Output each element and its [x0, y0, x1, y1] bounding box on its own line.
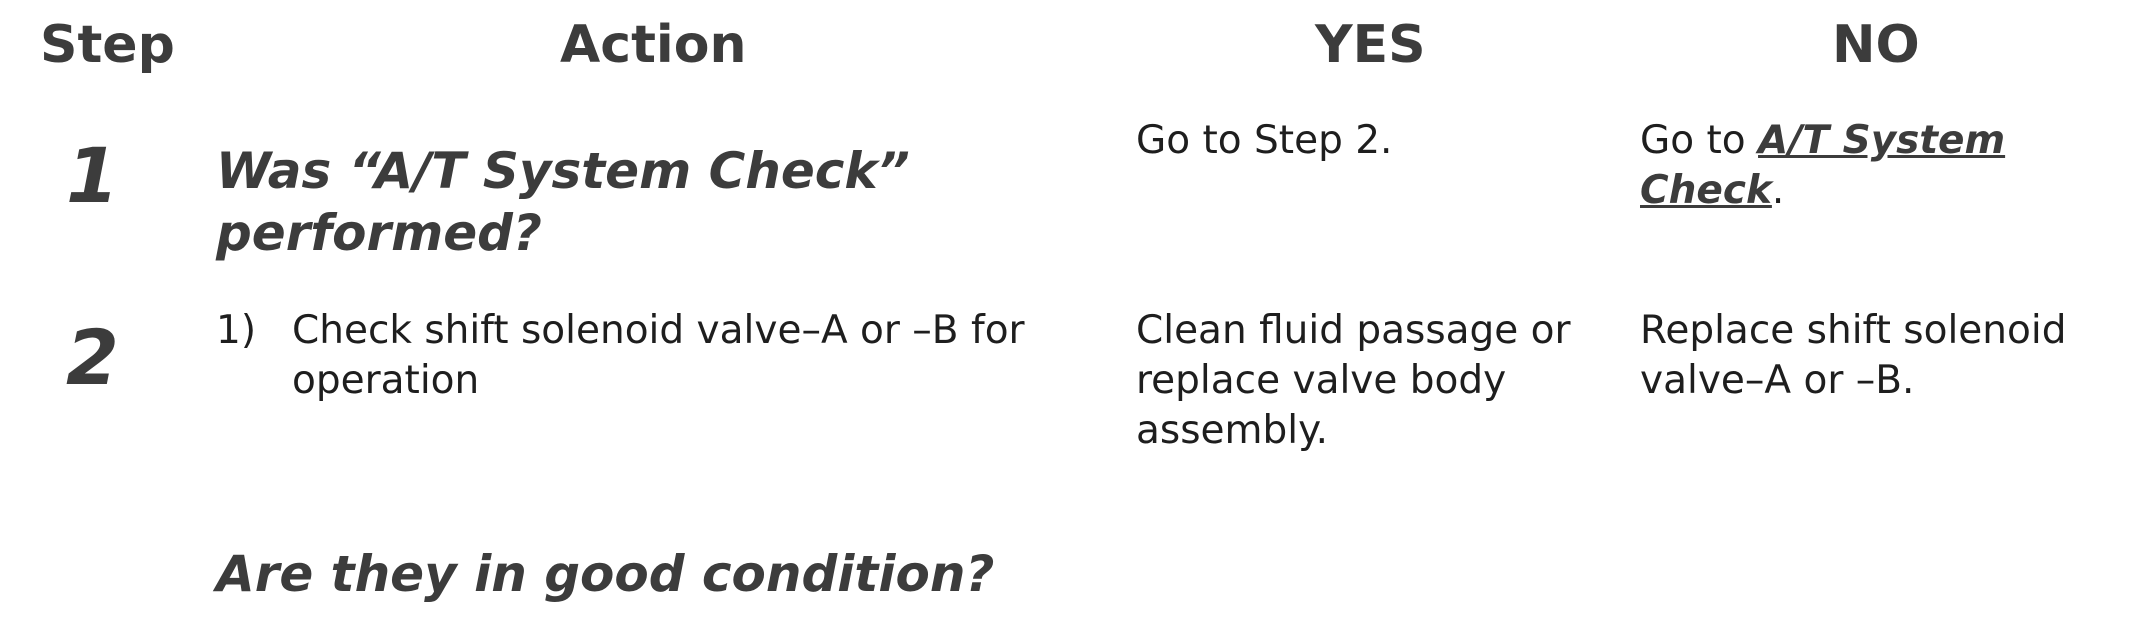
header-action: Action: [560, 15, 747, 75]
header-yes: YES: [1315, 15, 1426, 75]
header-step: Step: [40, 15, 175, 75]
step-number: 2: [66, 313, 119, 402]
no-result: [1640, 116, 2100, 216]
header-no: NO: [1832, 15, 1920, 75]
no-result-prefix: Go to: [1640, 118, 1759, 163]
yes-result: Clean fluid passage or replace valve body assembly.: [1136, 308, 1571, 453]
action-question: Are they in good condition?: [216, 545, 995, 603]
step-number: 1: [66, 131, 119, 220]
action-question: Was “A/T System Check” performed?: [216, 142, 910, 262]
procedure-number: 1): [216, 308, 257, 353]
yes-result: Go to Step 2.: [1136, 118, 1393, 163]
procedure-text: Check shift solenoid valve–A or –B for operation: [292, 308, 1025, 403]
a-t-system-check-link[interactable]: A/T System Check: [1640, 118, 2006, 213]
no-result: Replace shift solenoid valve–A or –B.: [1640, 308, 2067, 403]
procedure-item: [216, 306, 1056, 406]
no-result-suffix: .: [1771, 168, 1785, 213]
